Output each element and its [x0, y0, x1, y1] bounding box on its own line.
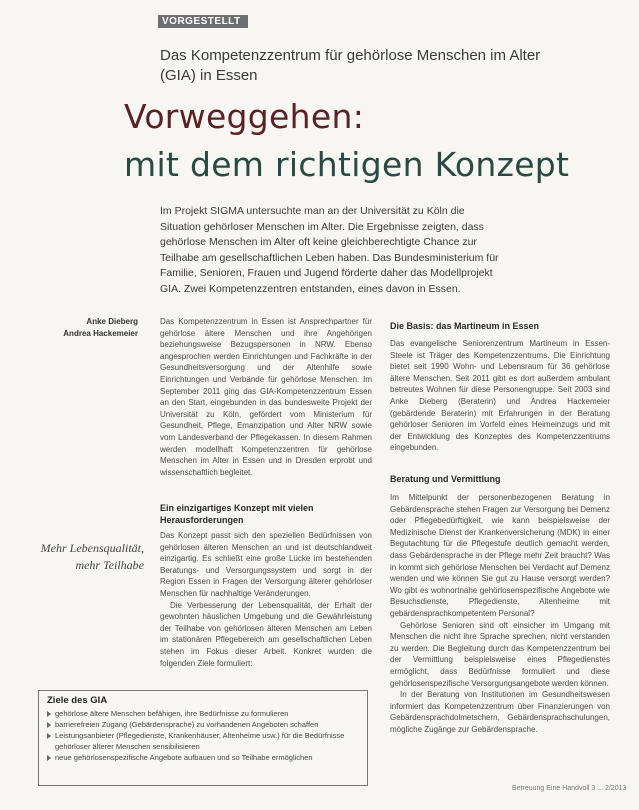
- body-paragraph: Das Konzept passt sich den speziellen Bedürfnissen von gehörlosen älteren Menschen an und ist deutschlandweit einzigartig. Es schließt eine große Lücke im bestehenden Beratungs- und Versorgungssystem und sorgt in der Region Essen in Fragen der Versorgung älterer gehörloser Menschen für nachhaltige Veränderungen.: [160, 531, 372, 598]
- goals-title: Ziele des GIA: [47, 695, 108, 706]
- goal-item: Leistungsanbieter (Pflegedienste, Krankenhäuser, Altenheime usw.) für die Bedürfnisse gehörloser älterer Menschen sensibilisieren: [47, 730, 359, 752]
- author-name: Anke Dieberg: [86, 317, 138, 326]
- column-2-beratung: [390, 492, 610, 780]
- goal-item: barrierefreien Zugang (Gebärdensprache) zu vorhandenen Angeboten schaffen: [47, 719, 359, 730]
- pull-quote: [6, 540, 144, 574]
- pull-quote-line: Mehr Lebensqualität,: [40, 541, 144, 555]
- body-paragraph: In der Beratung von Institutionen im Gesundheitswesen informiert das Kompetenzzentrum über Finanzierungen von Gebärdensprachdolmetschern, Gebärdensprachschulungen, mögliche Zugänge zur Gebärdensprache.: [390, 690, 610, 734]
- section-heading: Ein einzigartiges Konzept mit vielen Herausforderungen: [160, 503, 314, 525]
- body-paragraph: Die Verbesserung der Lebensqualität, der Erhalt der gewohnten häuslichen Umgebung und die Gewährleistung der Teilhabe von gehörlosen älteren Menschen am Leben im stationären Pflegebereich am gesellschaftlichen Leben stehen im Fokus dieser Arbeit. Konkret wurden die folgenden Ziele formuliert:: [160, 600, 372, 668]
- lead-paragraph: Im Projekt SIGMA untersuchte man an der Universität zu Köln die Situation gehörloser Menschen im Alter. Die Ergebnisse zeigten, dass gehörlose Menschen im Alter oft keine gleichberechtigte Chance zur Teilhabe am gesellschaftlichen Leben haben. Das Bundesministerium für Familie, Senioren, Frauen und Jugend förderte daher das Modellprojekt GIA. Zwei Kompetenzzentren entstanden, eines davon in Essen.: [160, 205, 499, 295]
- column-1-intro: [160, 316, 372, 484]
- column-2-basis: [390, 338, 610, 454]
- author-name: Andrea Hackemeier: [63, 329, 138, 338]
- article-title-line2: mit dem richtigen Konzept: [124, 145, 570, 184]
- article-title-line1: Vorweggehen:: [124, 97, 365, 136]
- section-heading: Die Basis: das Martineum in Essen: [390, 321, 540, 331]
- goals-box: [38, 690, 368, 786]
- body-paragraph: Im Mittelpunkt der personenbezogenen Beratung in Gebärdensprache stehen Fragen zur Versorgung bei Demenz oder Pflegebedürftigkeit, wie kann beispielsweise der Medizinische Dienst der Krankenversicherung (MDK) in einer Begutachtung für die Pflegestufe deutlich gemacht werden, dass Gebärdensprache in der Pflege mehr Zeit braucht? Was in kommt sich gehörlose Menschen bei Verdacht auf Demenz wenden und wie können Sie gut zu Hause versorgt werden? Wo gibt es wohnortnahe gehörlosenspezifische Angebote wie Besuchsdienste, Pflegedienste, Altenheime mit gebärdensprachkompetentem Personal?: [390, 493, 610, 618]
- author-list: [38, 316, 138, 340]
- body-paragraph: Gehörlose Senioren sind oft einsicher im Umgang mit Menschen die nicht ihre Sprache sprechen, nicht verstanden zu werden. Die Begleitung durch das Kompetenzzentrum bei der Vermittlung beispielsweise eines Pflegedienstes ermöglicht, dass Bedürfnisse formuliert und diese gehörlosenspezifische Versorgungsangebote werden können.: [390, 620, 610, 688]
- article-subtitle: Das Kompetenzzentrum für gehörlose Menschen im Alter (GIA) in Essen: [160, 47, 541, 84]
- section-tag: VORGESTELLT: [158, 15, 248, 28]
- goal-item: gehörlose ältere Menschen befähigen, ihre Bedürfnisse zu formulieren: [47, 708, 359, 719]
- goal-item: neue gehörlosenspezifische Angebote aufbauen und so Teilhabe ermöglichen: [47, 752, 359, 763]
- pull-quote-line: mehr Teilhabe: [75, 558, 144, 572]
- body-paragraph: Das Kompetenzzentrum in Essen ist Ansprechpartner für gehörlose ältere Menschen und ihre Angehörigen beziehungsweise Bezugspersonen in NRW. Ebenso angesprochen werden Einrichtungen und Fachkräfte in der Gesundheitsversorgung und der Altenhilfe sowie Einrichtungen und Verbände für gehörlose Menschen. Im September 2011 ging das GIA-Kompetenzzentrum Essen an den Start, eingebunden in das bundesweite Projekt der Universität zu Köln, gefördert vom Ministerium für Gesundheit, Pflege, Emanzipation und Alter NRW sowie vom Landesverband der Pflegekassen. In diesem Rahmen werden modellhaft Kompetenzzentren für gehörlose Menschen im Alter in Essen und in Dresden erprobt und wissenschaftlich begleitet.: [160, 317, 372, 477]
- section-heading: Beratung und Vermittlung: [390, 474, 501, 484]
- goals-list: [47, 708, 359, 763]
- page-footer: Betreuung Eine Handvoll 3 ... 2/2013: [512, 785, 627, 792]
- body-paragraph: Das evangelische Seniorenzentrum Martineum in Essen-Steele ist Träger des Kompetenzzentrums. Die Einrichtung bietet seit 1990 Wohn- und Lebensraum für 36 gehörlose ältere Menschen. Seit 2011 gibt es dort außerdem ambulant betreutes Wohnen für diese Personengruppe. Seit 2003 sind Anke Dieberg (Beraterin) und Andrea Hackemeier (gebärdende Beraterin) mit Erfahrungen in der Beratung gehörloser Senioren im Vorfeld eines Heimeinzugs und mit der Entwicklung des Konzeptes des Kompetenzzentrums eingebunden.: [390, 339, 610, 453]
